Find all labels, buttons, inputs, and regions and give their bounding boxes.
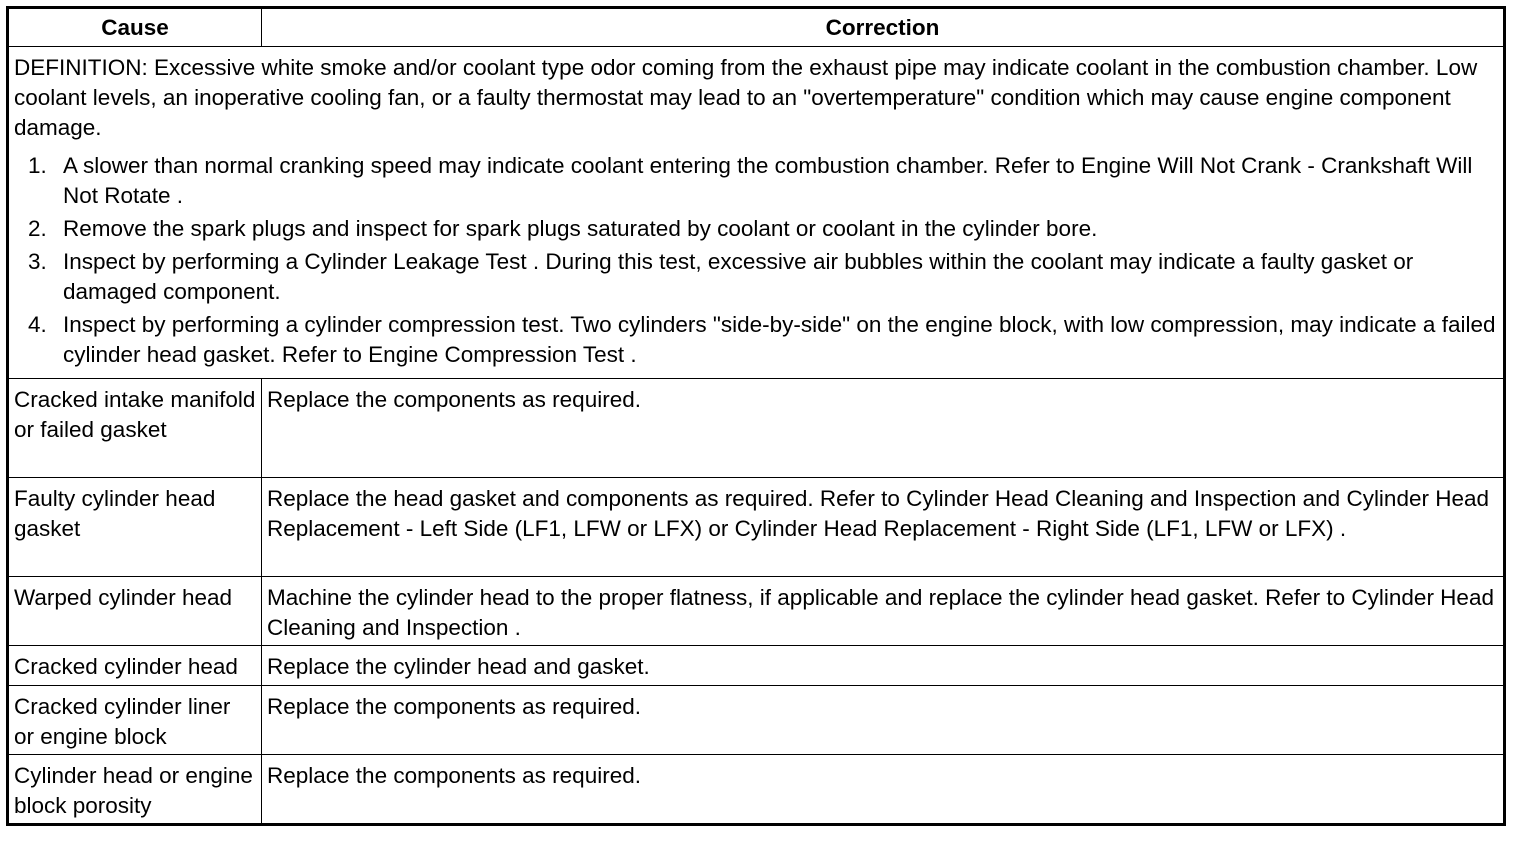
table-row: [8, 646, 1505, 686]
table-header-row: [8, 8, 1505, 47]
cause-cell: Cracked intake manifold or failed gasket: [8, 379, 262, 478]
correction-cell: Replace the head gasket and components as required. Refer to Cylinder Head Cleaning and Inspection and Cylinder Head Replacement - Left Side (LF1, LFW or LFX) or Cylinder Head Replacement - Right Side (LF1, LFW or LFX) .: [262, 478, 1505, 577]
diagnostic-table: [6, 6, 1506, 826]
correction-cell: Machine the cylinder head to the proper flatness, if applicable and replace the cylinder head gasket. Refer to Cylinder Head Cleaning and Inspection .: [262, 577, 1505, 646]
correction-cell: Replace the components as required.: [262, 686, 1505, 755]
step-item: [14, 214, 1498, 244]
definition-text: DEFINITION: Excessive white smoke and/or coolant type odor coming from the exhaust pipe may indicate coolant in the combustion chamber. Low coolant levels, an inoperative cooling fan, or a faulty thermostat may lead to an "overtemperature" condition which may cause engine component damage.: [14, 55, 1478, 140]
table-row: [8, 379, 1505, 478]
definition-cell: [8, 47, 1505, 379]
step-text: A slower than normal cranking speed may indicate coolant entering the combustion chamber. Refer to Engine Will Not Crank - Crankshaft Will Not Rotate .: [63, 153, 1473, 208]
table-row: [8, 478, 1505, 577]
table-row: [8, 755, 1505, 825]
step-number: 3.: [28, 249, 47, 274]
step-text: Remove the spark plugs and inspect for spark plugs saturated by coolant or coolant in the cylinder bore.: [63, 216, 1098, 241]
table-row: [8, 577, 1505, 646]
correction-cell: Replace the components as required.: [262, 755, 1505, 825]
step-number: 2.: [28, 216, 47, 241]
cause-cell: Cracked cylinder liner or engine block: [8, 686, 262, 755]
step-number: 1.: [28, 153, 47, 178]
correction-column-header: Correction: [262, 8, 1505, 47]
definition-row: [8, 47, 1505, 379]
cause-column-header: Cause: [8, 8, 262, 47]
cause-cell: Cracked cylinder head: [8, 646, 262, 686]
step-text: Inspect by performing a cylinder compression test. Two cylinders "side-by-side" on the engine block, with low compression, may indicate a failed cylinder head gasket. Refer to Engine Compression Test .: [63, 312, 1496, 367]
step-item: [14, 247, 1498, 307]
cause-cell: Faulty cylinder head gasket: [8, 478, 262, 577]
step-text: Inspect by performing a Cylinder Leakage Test . During this test, excessive air bubbles within the coolant may indicate a faulty gasket or damaged component.: [63, 249, 1414, 304]
steps-list: [14, 151, 1498, 370]
correction-cell: Replace the components as required.: [262, 379, 1505, 478]
correction-cell: Replace the cylinder head and gasket.: [262, 646, 1505, 686]
table-row: [8, 686, 1505, 755]
cause-cell: Warped cylinder head: [8, 577, 262, 646]
step-item: [14, 151, 1498, 211]
step-item: [14, 310, 1498, 370]
step-number: 4.: [28, 312, 47, 337]
cause-cell: Cylinder head or engine block porosity: [8, 755, 262, 825]
